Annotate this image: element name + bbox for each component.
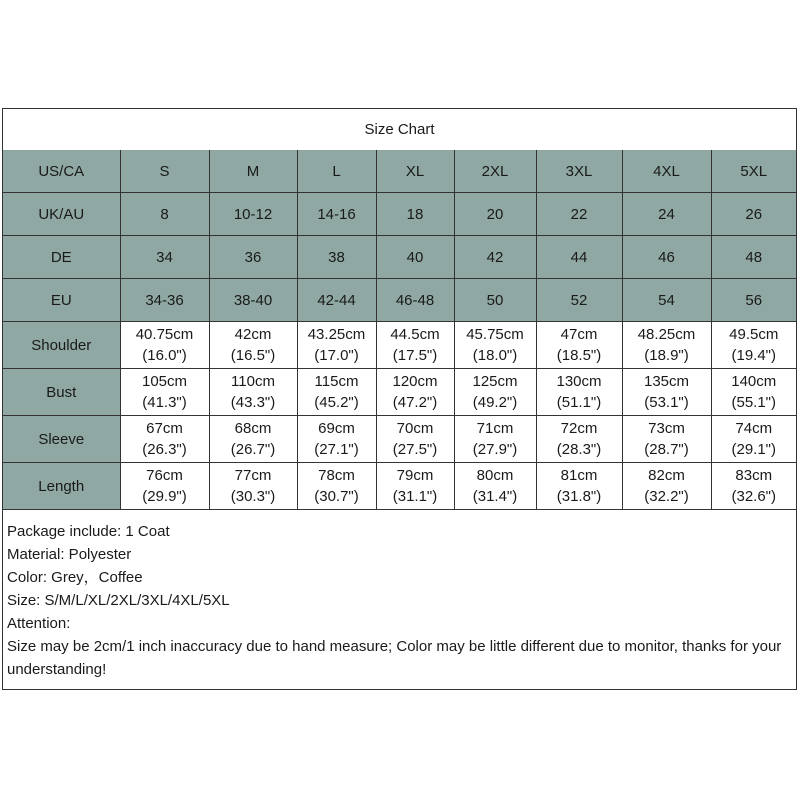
measure-cell — [297, 416, 376, 463]
inch-value: (31.8") — [556, 488, 602, 505]
measure-cell — [376, 322, 454, 369]
inch-value: (18.9") — [644, 347, 689, 364]
inch-value: (26.7") — [230, 441, 276, 458]
measure-cell — [454, 463, 536, 510]
size-cell: 10-12 — [209, 193, 297, 236]
row-label: Length — [3, 463, 120, 510]
cm-value: 45.75cm — [466, 326, 524, 343]
package-note: Package include: 1 Coat — [7, 523, 170, 540]
size-cell: 26 — [711, 193, 796, 236]
size-row-eu — [3, 279, 796, 322]
size-cell: 52 — [536, 279, 622, 322]
measure-cell — [454, 369, 536, 416]
size-cell: 54 — [622, 279, 711, 322]
size-cell: 20 — [454, 193, 536, 236]
material-note: Material: Polyester — [7, 546, 132, 563]
measure-cell — [209, 463, 297, 510]
measure-cell — [536, 322, 622, 369]
size-cell: 36 — [209, 236, 297, 279]
measure-cell — [711, 369, 796, 416]
cm-value: 47cm — [560, 326, 598, 343]
inch-value: (31.4") — [472, 488, 518, 505]
size-cell: 18 — [376, 193, 454, 236]
cm-value: 77cm — [234, 467, 272, 484]
measure-cell — [297, 463, 376, 510]
cm-value: 68cm — [234, 420, 272, 437]
inch-value: (27.9") — [472, 441, 518, 458]
row-label: Shoulder — [3, 322, 120, 369]
measure-cell — [711, 463, 796, 510]
cm-value: 140cm — [731, 373, 777, 390]
inch-value: (29.9") — [142, 488, 187, 505]
inch-value: (32.6") — [731, 488, 776, 505]
cm-value: 120cm — [392, 373, 438, 390]
measure-cell — [536, 416, 622, 463]
measure-cell — [120, 416, 209, 463]
inch-value: (29.1") — [731, 441, 776, 458]
inch-value: (26.3") — [142, 441, 187, 458]
size-cell: M — [209, 150, 297, 193]
measure-cell — [376, 416, 454, 463]
inch-value: (49.2") — [472, 394, 518, 411]
size-cell: 2XL — [454, 150, 536, 193]
cm-value: 83cm — [735, 467, 773, 484]
cm-value: 43.25cm — [307, 326, 366, 343]
size-cell: 8 — [120, 193, 209, 236]
cm-value: 76cm — [146, 467, 183, 484]
inch-value: (27.1") — [314, 441, 359, 458]
measure-row-shoulder — [3, 322, 796, 369]
cm-value: 70cm — [396, 420, 434, 437]
size-cell: 5XL — [711, 150, 796, 193]
size-cell: 34-36 — [120, 279, 209, 322]
measure-cell — [536, 369, 622, 416]
measure-cell — [622, 322, 711, 369]
measure-cell — [209, 416, 297, 463]
size-cell: 40 — [376, 236, 454, 279]
measure-cell — [297, 322, 376, 369]
measure-row-length — [3, 463, 796, 510]
inch-value: (41.3") — [142, 394, 187, 411]
cm-value: 72cm — [560, 420, 598, 437]
row-label: Bust — [3, 369, 120, 416]
inch-value: (28.3") — [556, 441, 602, 458]
measure-cell — [711, 416, 796, 463]
measure-cell — [120, 463, 209, 510]
size-cell: S — [120, 150, 209, 193]
inch-value: (17.0") — [314, 347, 359, 364]
size-cell: 46-48 — [376, 279, 454, 322]
cm-value: 105cm — [141, 373, 188, 390]
inch-value: (32.2") — [644, 488, 689, 505]
inch-value: (43.3") — [230, 394, 276, 411]
cm-value: 48.25cm — [637, 326, 696, 343]
size-cell: 34 — [120, 236, 209, 279]
cm-value: 80cm — [476, 467, 514, 484]
cm-value: 67cm — [146, 420, 183, 437]
cm-value: 78cm — [318, 467, 355, 484]
measure-cell — [622, 369, 711, 416]
size-row-us-ca — [3, 150, 796, 193]
measure-row-sleeve — [3, 416, 796, 463]
inch-value: (19.4") — [731, 347, 776, 364]
product-notes — [7, 520, 792, 681]
cm-value: 81cm — [560, 467, 598, 484]
inch-value: (55.1") — [731, 394, 776, 411]
measure-cell — [622, 463, 711, 510]
measure-cell — [622, 416, 711, 463]
size-cell: 42 — [454, 236, 536, 279]
size-row-de — [3, 236, 796, 279]
measure-cell — [120, 369, 209, 416]
cm-value: 71cm — [476, 420, 514, 437]
size-cell: 14-16 — [297, 193, 376, 236]
attention-note: Attention: — [7, 615, 71, 632]
measure-cell — [209, 369, 297, 416]
measure-cell — [454, 416, 536, 463]
inch-value: (16.5") — [230, 347, 276, 364]
inch-value: (28.7") — [644, 441, 689, 458]
inch-value: (47.2") — [392, 394, 438, 411]
measure-cell — [209, 322, 297, 369]
size-cell: 48 — [711, 236, 796, 279]
inch-value: (53.1") — [644, 394, 689, 411]
size-cell: 4XL — [622, 150, 711, 193]
cm-value: 130cm — [556, 373, 602, 390]
cm-value: 115cm — [314, 373, 359, 390]
size-chart-table — [3, 150, 796, 510]
size-cell: L — [297, 150, 376, 193]
cm-value: 79cm — [396, 467, 434, 484]
row-label: EU — [3, 279, 120, 322]
size-chart-title: Size Chart — [3, 109, 796, 151]
row-label: Sleeve — [3, 416, 120, 463]
size-cell: 3XL — [536, 150, 622, 193]
size-note: Size: S/M/L/XL/2XL/3XL/4XL/5XL — [7, 592, 230, 609]
size-chart-frame — [2, 108, 797, 690]
measure-cell — [454, 322, 536, 369]
measure-cell — [297, 369, 376, 416]
inch-value: (16.0") — [142, 347, 187, 364]
size-cell: 56 — [711, 279, 796, 322]
disclaimer-note: Size may be 2cm/1 inch inaccuracy due to hand measure; Color may be little different due to monitor, thanks for your understanding! — [7, 638, 782, 678]
measure-row-bust — [3, 369, 796, 416]
measure-cell — [120, 322, 209, 369]
size-cell: 22 — [536, 193, 622, 236]
inch-value: (18.5") — [556, 347, 602, 364]
inch-value: (18.0") — [472, 347, 518, 364]
inch-value: (30.7") — [314, 488, 359, 505]
size-cell: 38 — [297, 236, 376, 279]
size-cell: 44 — [536, 236, 622, 279]
cm-value: 44.5cm — [390, 326, 440, 343]
cm-value: 73cm — [648, 420, 685, 437]
cm-value: 69cm — [318, 420, 355, 437]
cm-value: 74cm — [735, 420, 773, 437]
cm-value: 110cm — [231, 373, 275, 390]
size-cell: 46 — [622, 236, 711, 279]
cm-value: 82cm — [648, 467, 685, 484]
size-cell: 38-40 — [209, 279, 297, 322]
size-cell: XL — [376, 150, 454, 193]
row-label: DE — [3, 236, 120, 279]
inch-value: (45.2") — [314, 394, 359, 411]
row-label: US/CA — [3, 150, 120, 193]
inch-value: (31.1") — [392, 488, 438, 505]
inch-value: (30.3") — [230, 488, 276, 505]
inch-value: (27.5") — [392, 441, 438, 458]
row-label: UK/AU — [3, 193, 120, 236]
size-cell: 42-44 — [297, 279, 376, 322]
cm-value: 135cm — [643, 373, 690, 390]
inch-value: (17.5") — [392, 347, 438, 364]
measure-cell — [536, 463, 622, 510]
cm-value: 40.75cm — [135, 326, 194, 343]
size-cell: 24 — [622, 193, 711, 236]
cm-value: 125cm — [472, 373, 518, 390]
size-cell: 50 — [454, 279, 536, 322]
cm-value: 49.5cm — [729, 326, 779, 343]
measure-cell — [376, 463, 454, 510]
cm-value: 42cm — [234, 326, 272, 343]
color-note: Color: Grey，Coffee — [7, 569, 143, 586]
inch-value: (51.1") — [556, 394, 602, 411]
measure-cell — [711, 322, 796, 369]
measure-cell — [376, 369, 454, 416]
size-row-uk-au — [3, 193, 796, 236]
